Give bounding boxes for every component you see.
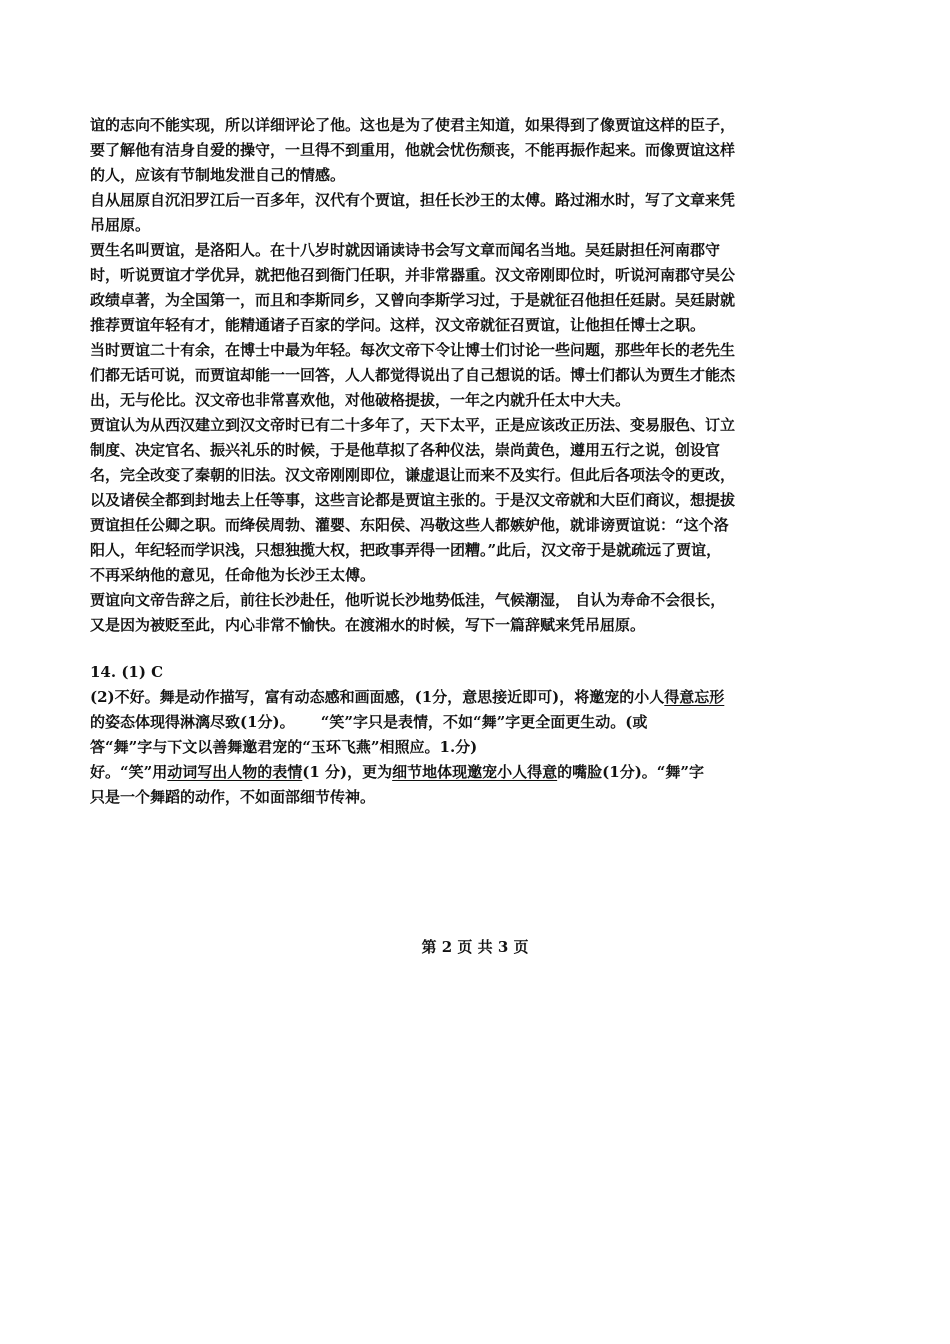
translation-line: 贾生名叫贾谊，是洛阳人。在十八岁时就因诵读诗书会写文章而闻名当地。吴廷尉担任河南郡守: [90, 241, 721, 259]
translation-section: [90, 113, 822, 638]
translation-line: 自从屈原自沉汨罗江后一百多年，汉代有个贾谊，担任长沙王的太傅。路过湘水时，写了文章来凭: [90, 191, 736, 209]
translation-line: 贾谊向文帝告辞之后，前往长沙赴任，他听说长沙地势低洼，气候潮湿， 自认为寿命不会很长，: [90, 591, 726, 609]
translation-line: 名，完全改变了秦朝的旧法。汉文帝刚刚即位，谦虚退让而来不及实行。但此后各项法令的更改，: [90, 466, 736, 484]
translation-line: 不再采纳他的意见，任命他为长沙王太傅。: [90, 566, 376, 584]
translation-line: 出，无与伦比。汉文帝也非常喜欢他，对他破格提拔，一年之内就升任太中大夫。: [90, 391, 631, 409]
translation-line: 时，听说贾谊才学优异，就把他召到衙门任职，并非常器重。汉文帝刚即位时，听说河南郡守吴公: [90, 266, 736, 284]
question-14-section: [90, 660, 822, 810]
q14-underlined-phrase-2: 动词写出人物的表情: [167, 763, 303, 781]
q14-part1: 14. (1) C: [90, 663, 164, 681]
q14-line-1-text: (2)不好。舞是动作描写，富有动态感和画面感，(1分，意思接近即可)，将邀宠的小人: [90, 688, 665, 706]
q14-underlined-phrase-3: 细节地体现邀宠小人得意: [392, 763, 558, 781]
q14-line-4: [90, 760, 822, 785]
translation-line: 阳人，年纪轻而学识浅，只想独揽大权，把政事弄得一团糟。”此后，汉文帝于是就疏远了贾谊，: [90, 541, 722, 559]
q14-line-2: 的姿态体现得淋漓尽致(1分)。 “笑”字只是表情，不如“舞”字更全面更生动。(或: [90, 713, 648, 731]
section-gap: [90, 638, 822, 660]
translation-line: 贾谊认为从西汉建立到汉文帝时已有二十多年了，天下太平，正是应该改正历法、变易服色、订立: [90, 416, 736, 434]
answer-text-block: [90, 113, 822, 810]
page-number-footer: 第 2 页 共 3 页: [421, 938, 529, 956]
translation-line: 贾谊担任公卿之职。而绛侯周勃、灌婴、东阳侯、冯敬这些人都嫉妒他，就诽谤贾谊说：“这个洛: [90, 516, 729, 534]
q14-line-4-text-c: 的嘴脸(1分)。“舞”字: [557, 763, 705, 781]
translation-line: 推荐贾谊年轻有才，能精通诸子百家的学问。这样，汉文帝就征召贾谊，让他担任博士之职。: [90, 316, 706, 334]
q14-line-3: 答“舞”字与下文以善舞邀君宠的“玉环飞燕”相照应。1.分): [90, 738, 478, 756]
translation-line: 的人，应该有节制地发泄自己的情感。: [90, 166, 346, 184]
translation-line: 谊的志向不能实现，所以详细评论了他。这也是为了使君主知道，如果得到了像贾谊这样的臣子，: [90, 116, 736, 134]
q14-line-4-text-b: (1 分)，更为: [302, 763, 393, 781]
q14-line-4-text-a: 好。“笑”用: [90, 763, 168, 781]
translation-line: 们都无话可说，而贾谊却能一一回答，人人都觉得说出了自己想说的话。博士们都认为贾生才能杰: [90, 366, 736, 384]
q14-underlined-phrase: 得意忘形: [664, 688, 725, 706]
translation-line: 政绩卓著，为全国第一，而且和李斯同乡，又曾向李斯学习过，于是就征召他担任廷尉。吴廷尉就: [90, 291, 736, 309]
translation-line: 当时贾谊二十有余，在博士中最为年轻。每次文帝下令让博士们讨论一些问题，那些年长的老先生: [90, 341, 736, 359]
translation-line: 要了解他有洁身自爱的操守，一旦得不到重用，他就会忧伤颓丧，不能再振作起来。而像贾谊这样: [90, 141, 736, 159]
translation-line: 又是因为被贬至此，内心非常不愉快。在渡湘水的时候，写下一篇辞赋来凭吊屈原。: [90, 616, 646, 634]
translation-line: 以及诸侯全都到封地去上任等事，这些言论都是贾谊主张的。于是汉文帝就和大臣们商议，想提拔: [90, 491, 736, 509]
translation-line: 制度、决定官名、振兴礼乐的时候，于是他草拟了各种仪法，崇尚黄色，遵用五行之说，创设官: [90, 441, 721, 459]
translation-line: 吊屈原。: [90, 216, 151, 234]
q14-line-1: [90, 685, 822, 710]
q14-line-5: 只是一个舞蹈的动作，不如面部细节传神。: [90, 788, 376, 806]
